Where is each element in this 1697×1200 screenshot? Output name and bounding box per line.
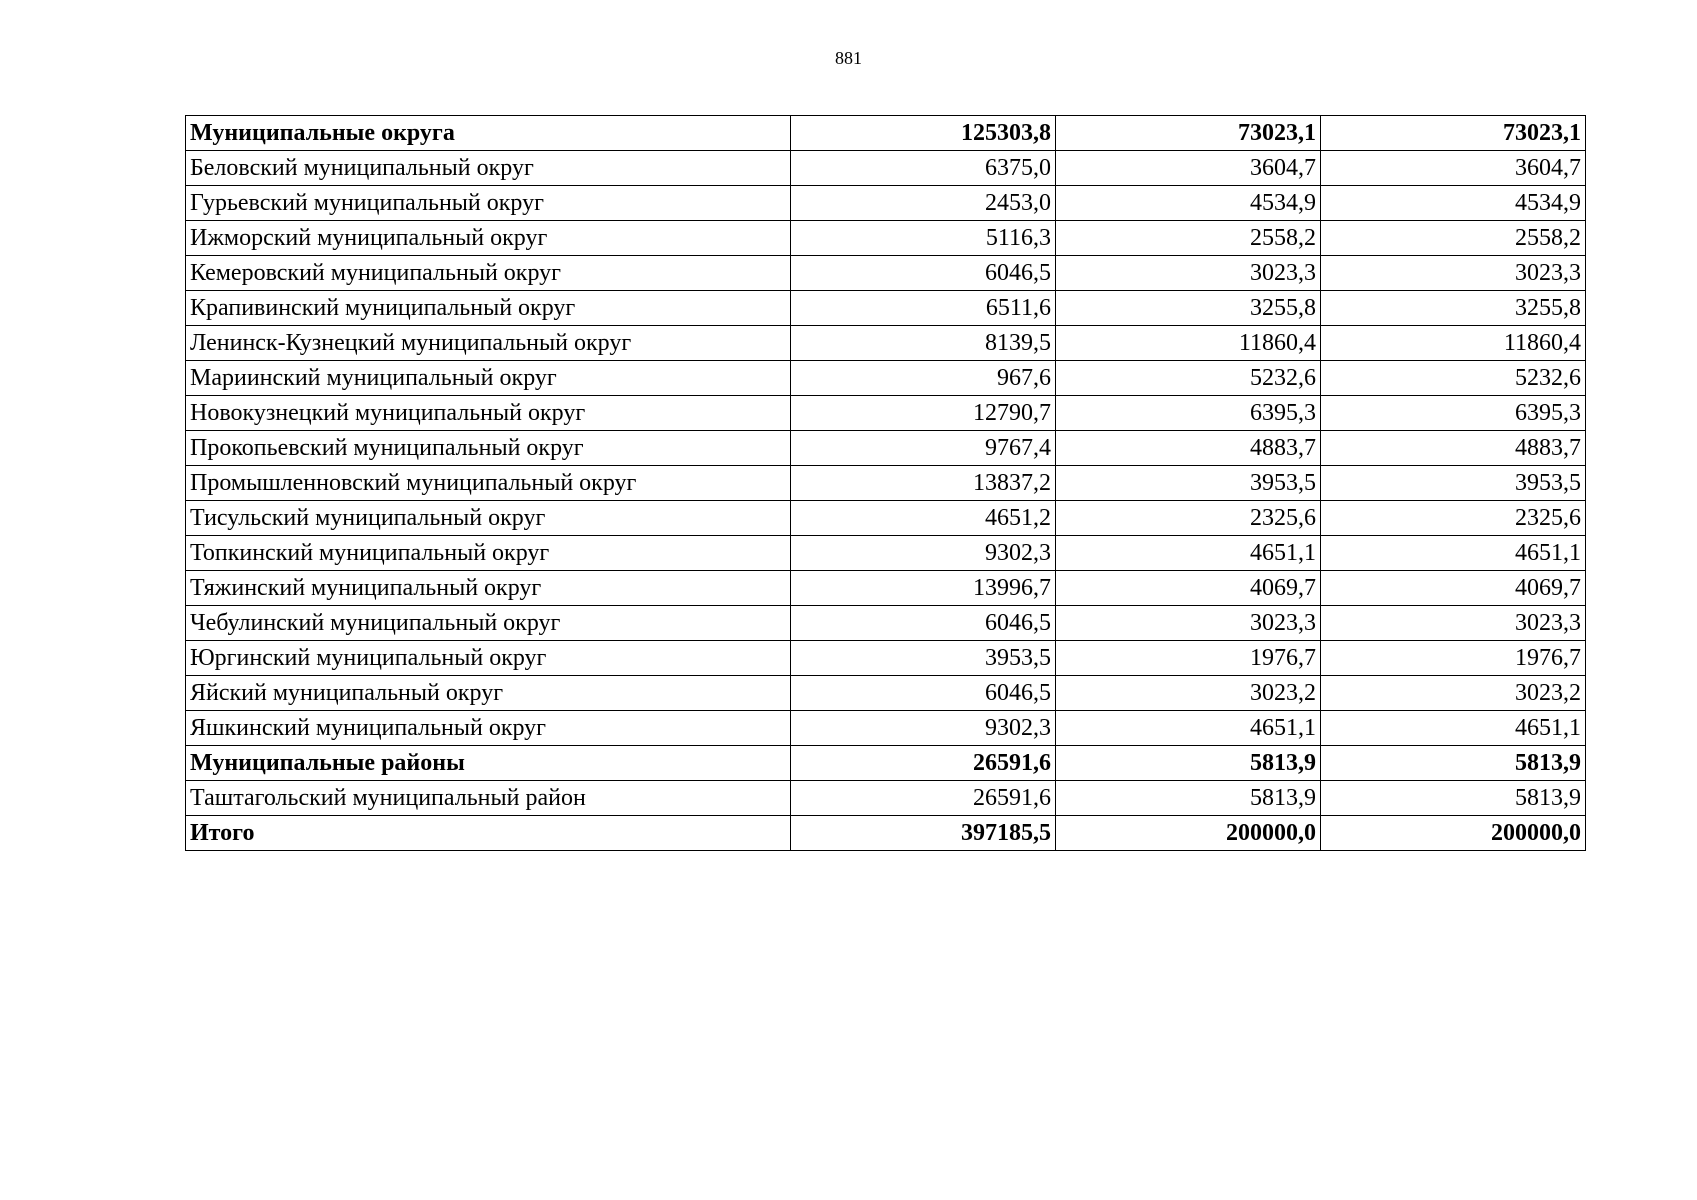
row-value-1: 8139,5 bbox=[791, 326, 1056, 361]
row-name: Чебулинский муниципальный округ bbox=[186, 606, 791, 641]
row-value-2: 3023,2 bbox=[1056, 676, 1321, 711]
row-value-2: 3023,3 bbox=[1056, 256, 1321, 291]
row-value-2: 6395,3 bbox=[1056, 396, 1321, 431]
row-value-2: 5232,6 bbox=[1056, 361, 1321, 396]
row-name: Тисульский муниципальный округ bbox=[186, 501, 791, 536]
row-value-3: 5813,9 bbox=[1321, 781, 1586, 816]
row-name: Гурьевский муниципальный округ bbox=[186, 186, 791, 221]
row-value-1: 13837,2 bbox=[791, 466, 1056, 501]
row-value-2: 4069,7 bbox=[1056, 571, 1321, 606]
row-value-1: 26591,6 bbox=[791, 781, 1056, 816]
row-name: Яшкинский муниципальный округ bbox=[186, 711, 791, 746]
row-name: Кемеровский муниципальный округ bbox=[186, 256, 791, 291]
row-name: Крапивинский муниципальный округ bbox=[186, 291, 791, 326]
row-value-2: 3255,8 bbox=[1056, 291, 1321, 326]
table-row bbox=[186, 361, 1586, 396]
row-value-3: 2325,6 bbox=[1321, 501, 1586, 536]
row-value-2: 5813,9 bbox=[1056, 746, 1321, 781]
row-value-1: 13996,7 bbox=[791, 571, 1056, 606]
table-row bbox=[186, 676, 1586, 711]
row-value-1: 6511,6 bbox=[791, 291, 1056, 326]
row-name: Итого bbox=[186, 816, 791, 851]
table-body bbox=[186, 116, 1586, 851]
row-value-1: 2453,0 bbox=[791, 186, 1056, 221]
row-name: Мариинский муниципальный округ bbox=[186, 361, 791, 396]
table-row bbox=[186, 291, 1586, 326]
row-value-3: 6395,3 bbox=[1321, 396, 1586, 431]
table-row bbox=[186, 746, 1586, 781]
row-name: Яйский муниципальный округ bbox=[186, 676, 791, 711]
row-value-3: 3255,8 bbox=[1321, 291, 1586, 326]
row-value-2: 1976,7 bbox=[1056, 641, 1321, 676]
row-value-1: 6046,5 bbox=[791, 676, 1056, 711]
row-value-1: 6375,0 bbox=[791, 151, 1056, 186]
row-value-1: 9767,4 bbox=[791, 431, 1056, 466]
table-row bbox=[186, 501, 1586, 536]
row-value-3: 5232,6 bbox=[1321, 361, 1586, 396]
table-row bbox=[186, 466, 1586, 501]
row-name: Ижморский муниципальный округ bbox=[186, 221, 791, 256]
row-value-3: 2558,2 bbox=[1321, 221, 1586, 256]
table-row bbox=[186, 571, 1586, 606]
table-row bbox=[186, 326, 1586, 361]
table-row bbox=[186, 116, 1586, 151]
row-value-3: 3604,7 bbox=[1321, 151, 1586, 186]
row-name: Муниципальные округа bbox=[186, 116, 791, 151]
row-value-1: 3953,5 bbox=[791, 641, 1056, 676]
row-value-1: 9302,3 bbox=[791, 536, 1056, 571]
row-value-1: 12790,7 bbox=[791, 396, 1056, 431]
row-value-2: 4651,1 bbox=[1056, 711, 1321, 746]
row-value-1: 26591,6 bbox=[791, 746, 1056, 781]
row-value-3: 4534,9 bbox=[1321, 186, 1586, 221]
row-name: Тяжинский муниципальный округ bbox=[186, 571, 791, 606]
row-value-3: 3023,3 bbox=[1321, 606, 1586, 641]
row-value-2: 3604,7 bbox=[1056, 151, 1321, 186]
table-row bbox=[186, 396, 1586, 431]
row-value-3: 4651,1 bbox=[1321, 711, 1586, 746]
budget-table bbox=[185, 115, 1586, 851]
page-number: 881 bbox=[835, 48, 862, 68]
row-value-1: 6046,5 bbox=[791, 606, 1056, 641]
table-row bbox=[186, 641, 1586, 676]
row-name: Беловский муниципальный округ bbox=[186, 151, 791, 186]
row-value-3: 3023,3 bbox=[1321, 256, 1586, 291]
row-value-1: 4651,2 bbox=[791, 501, 1056, 536]
table-row bbox=[186, 606, 1586, 641]
row-value-3: 200000,0 bbox=[1321, 816, 1586, 851]
row-name: Муниципальные районы bbox=[186, 746, 791, 781]
table-row bbox=[186, 221, 1586, 256]
row-value-2: 4651,1 bbox=[1056, 536, 1321, 571]
row-value-2: 200000,0 bbox=[1056, 816, 1321, 851]
row-value-3: 3023,2 bbox=[1321, 676, 1586, 711]
row-value-2: 4534,9 bbox=[1056, 186, 1321, 221]
row-value-3: 4069,7 bbox=[1321, 571, 1586, 606]
row-value-3: 11860,4 bbox=[1321, 326, 1586, 361]
row-value-2: 3953,5 bbox=[1056, 466, 1321, 501]
row-value-2: 11860,4 bbox=[1056, 326, 1321, 361]
table-row bbox=[186, 711, 1586, 746]
row-value-2: 2325,6 bbox=[1056, 501, 1321, 536]
table-row bbox=[186, 186, 1586, 221]
row-value-2: 5813,9 bbox=[1056, 781, 1321, 816]
row-name: Промышленновский муниципальный округ bbox=[186, 466, 791, 501]
table-row bbox=[186, 816, 1586, 851]
table-row bbox=[186, 431, 1586, 466]
row-value-1: 967,6 bbox=[791, 361, 1056, 396]
row-value-2: 73023,1 bbox=[1056, 116, 1321, 151]
row-value-1: 397185,5 bbox=[791, 816, 1056, 851]
row-value-1: 6046,5 bbox=[791, 256, 1056, 291]
row-name: Юргинский муниципальный округ bbox=[186, 641, 791, 676]
row-value-2: 3023,3 bbox=[1056, 606, 1321, 641]
row-value-3: 4883,7 bbox=[1321, 431, 1586, 466]
table-row bbox=[186, 256, 1586, 291]
row-value-3: 3953,5 bbox=[1321, 466, 1586, 501]
table-row bbox=[186, 151, 1586, 186]
row-value-3: 1976,7 bbox=[1321, 641, 1586, 676]
row-name: Ленинск-Кузнецкий муниципальный округ bbox=[186, 326, 791, 361]
table-row bbox=[186, 536, 1586, 571]
row-value-3: 5813,9 bbox=[1321, 746, 1586, 781]
row-value-3: 73023,1 bbox=[1321, 116, 1586, 151]
row-name: Новокузнецкий муниципальный округ bbox=[186, 396, 791, 431]
row-value-1: 125303,8 bbox=[791, 116, 1056, 151]
row-value-3: 4651,1 bbox=[1321, 536, 1586, 571]
row-name: Топкинский муниципальный округ bbox=[186, 536, 791, 571]
table-row bbox=[186, 781, 1586, 816]
row-value-1: 9302,3 bbox=[791, 711, 1056, 746]
row-value-2: 4883,7 bbox=[1056, 431, 1321, 466]
row-value-2: 2558,2 bbox=[1056, 221, 1321, 256]
row-name: Таштагольский муниципальный район bbox=[186, 781, 791, 816]
row-name: Прокопьевский муниципальный округ bbox=[186, 431, 791, 466]
row-value-1: 5116,3 bbox=[791, 221, 1056, 256]
